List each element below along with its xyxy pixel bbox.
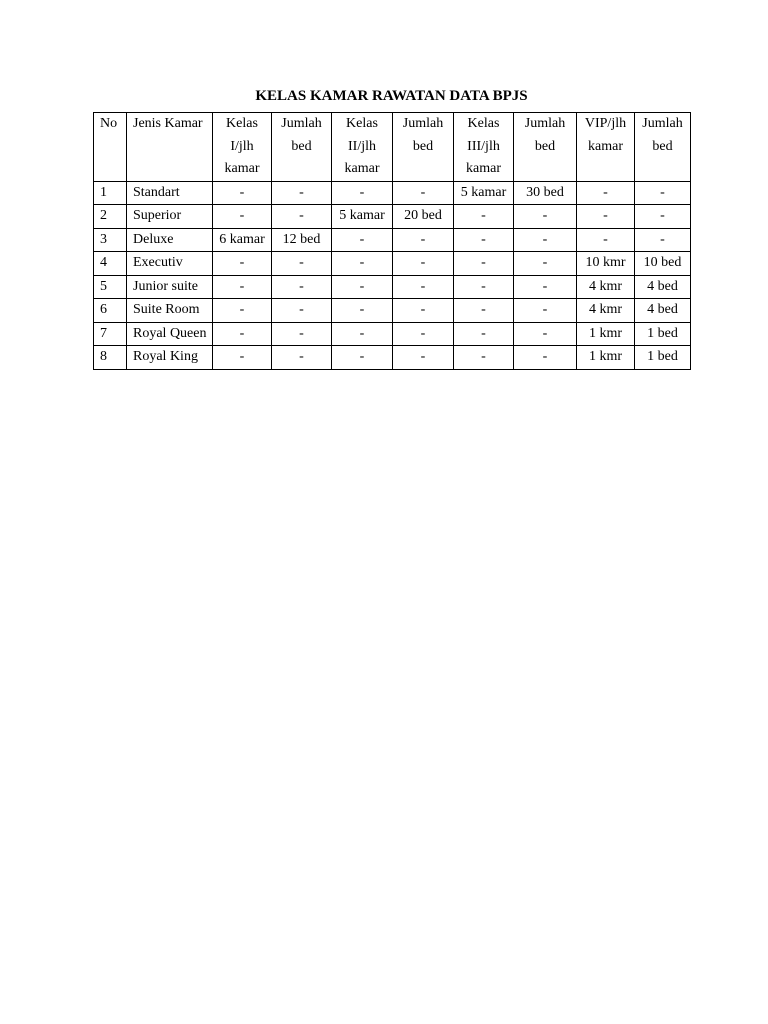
table-row bbox=[94, 181, 691, 205]
cell-class1-beds: - bbox=[272, 252, 332, 276]
cell-class2-beds: - bbox=[393, 322, 454, 346]
cell-class1-rooms: - bbox=[213, 346, 272, 370]
cell-row-number: 6 bbox=[94, 299, 127, 323]
cell-row-number: 2 bbox=[94, 205, 127, 229]
header-cell-class3-rooms: Kelas III/jlh kamar bbox=[454, 113, 514, 182]
cell-vip-rooms: 10 kmr bbox=[577, 252, 635, 276]
cell-room-type: Junior suite bbox=[127, 275, 213, 299]
cell-class3-rooms: - bbox=[454, 228, 514, 252]
table-row bbox=[94, 252, 691, 276]
cell-class2-beds: - bbox=[393, 299, 454, 323]
cell-class2-beds: 20 bed bbox=[393, 205, 454, 229]
cell-class3-beds: - bbox=[514, 299, 577, 323]
cell-vip-rooms: - bbox=[577, 181, 635, 205]
table-row bbox=[94, 299, 691, 323]
cell-class2-rooms: - bbox=[332, 181, 393, 205]
cell-class3-rooms: 5 kamar bbox=[454, 181, 514, 205]
cell-class1-rooms: - bbox=[213, 275, 272, 299]
cell-class3-rooms: - bbox=[454, 275, 514, 299]
cell-class1-rooms: - bbox=[213, 299, 272, 323]
cell-class2-beds: - bbox=[393, 346, 454, 370]
table-row bbox=[94, 228, 691, 252]
cell-class2-rooms: - bbox=[332, 322, 393, 346]
cell-vip-rooms: 4 kmr bbox=[577, 275, 635, 299]
cell-vip-beds: 1 bed bbox=[635, 346, 691, 370]
header-cell-class1-rooms: Kelas I/jlh kamar bbox=[213, 113, 272, 182]
cell-room-type: Royal King bbox=[127, 346, 213, 370]
cell-class2-beds: - bbox=[393, 252, 454, 276]
table-row bbox=[94, 275, 691, 299]
header-cell-class3-beds: Jumlah bed bbox=[514, 113, 577, 182]
cell-vip-beds: 1 bed bbox=[635, 322, 691, 346]
header-cell-class2-rooms: Kelas II/jlh kamar bbox=[332, 113, 393, 182]
cell-vip-rooms: - bbox=[577, 228, 635, 252]
cell-room-type: Executiv bbox=[127, 252, 213, 276]
table-row bbox=[94, 322, 691, 346]
cell-row-number: 8 bbox=[94, 346, 127, 370]
cell-vip-beds: - bbox=[635, 181, 691, 205]
header-cell-vip-beds: Jumlah bed bbox=[635, 113, 691, 182]
cell-room-type: Deluxe bbox=[127, 228, 213, 252]
header-cell-vip-rooms: VIP/jlh kamar bbox=[577, 113, 635, 182]
room-class-table bbox=[93, 112, 691, 370]
cell-class1-beds: - bbox=[272, 322, 332, 346]
cell-vip-beds: 10 bed bbox=[635, 252, 691, 276]
cell-row-number: 7 bbox=[94, 322, 127, 346]
document-title: KELAS KAMAR RAWATAN DATA BPJS bbox=[255, 88, 528, 104]
cell-row-number: 5 bbox=[94, 275, 127, 299]
cell-class3-rooms: - bbox=[454, 299, 514, 323]
cell-class2-rooms: - bbox=[332, 228, 393, 252]
header-cell-no: No bbox=[94, 113, 127, 182]
cell-room-type: Suite Room bbox=[127, 299, 213, 323]
header-cell-class2-beds: Jumlah bed bbox=[393, 113, 454, 182]
cell-vip-rooms: 1 kmr bbox=[577, 322, 635, 346]
cell-vip-beds: 4 bed bbox=[635, 299, 691, 323]
cell-class1-rooms: - bbox=[213, 322, 272, 346]
cell-class1-beds: 12 bed bbox=[272, 228, 332, 252]
cell-class3-beds: - bbox=[514, 275, 577, 299]
cell-class2-beds: - bbox=[393, 228, 454, 252]
cell-class3-beds: - bbox=[514, 205, 577, 229]
cell-class3-beds: - bbox=[514, 322, 577, 346]
cell-row-number: 4 bbox=[94, 252, 127, 276]
cell-class2-rooms: 5 kamar bbox=[332, 205, 393, 229]
cell-vip-beds: - bbox=[635, 205, 691, 229]
cell-class1-rooms: - bbox=[213, 252, 272, 276]
cell-room-type: Royal Queen bbox=[127, 322, 213, 346]
header-cell-class1-beds: Jumlah bed bbox=[272, 113, 332, 182]
cell-class3-rooms: - bbox=[454, 252, 514, 276]
cell-vip-rooms: - bbox=[577, 205, 635, 229]
table-header-row bbox=[94, 113, 691, 182]
cell-vip-beds: - bbox=[635, 228, 691, 252]
cell-class1-rooms: - bbox=[213, 181, 272, 205]
cell-class3-rooms: - bbox=[454, 322, 514, 346]
cell-class3-rooms: - bbox=[454, 205, 514, 229]
cell-class1-beds: - bbox=[272, 181, 332, 205]
cell-room-type: Superior bbox=[127, 205, 213, 229]
cell-class2-rooms: - bbox=[332, 299, 393, 323]
cell-class2-rooms: - bbox=[332, 275, 393, 299]
cell-vip-rooms: 1 kmr bbox=[577, 346, 635, 370]
cell-class3-beds: - bbox=[514, 252, 577, 276]
cell-row-number: 3 bbox=[94, 228, 127, 252]
cell-vip-rooms: 4 kmr bbox=[577, 299, 635, 323]
cell-class2-rooms: - bbox=[332, 252, 393, 276]
cell-vip-beds: 4 bed bbox=[635, 275, 691, 299]
cell-row-number: 1 bbox=[94, 181, 127, 205]
cell-class3-beds: - bbox=[514, 228, 577, 252]
table-body bbox=[94, 181, 691, 369]
header-cell-room-type: Jenis Kamar bbox=[127, 113, 213, 182]
cell-class1-beds: - bbox=[272, 346, 332, 370]
cell-class3-beds: 30 bed bbox=[514, 181, 577, 205]
cell-room-type: Standart bbox=[127, 181, 213, 205]
table-row bbox=[94, 346, 691, 370]
cell-class2-rooms: - bbox=[332, 346, 393, 370]
cell-class1-rooms: - bbox=[213, 205, 272, 229]
cell-class2-beds: - bbox=[393, 181, 454, 205]
cell-class1-rooms: 6 kamar bbox=[213, 228, 272, 252]
cell-class1-beds: - bbox=[272, 299, 332, 323]
cell-class2-beds: - bbox=[393, 275, 454, 299]
cell-class3-beds: - bbox=[514, 346, 577, 370]
table-row bbox=[94, 205, 691, 229]
cell-class1-beds: - bbox=[272, 205, 332, 229]
cell-class1-beds: - bbox=[272, 275, 332, 299]
cell-class3-rooms: - bbox=[454, 346, 514, 370]
